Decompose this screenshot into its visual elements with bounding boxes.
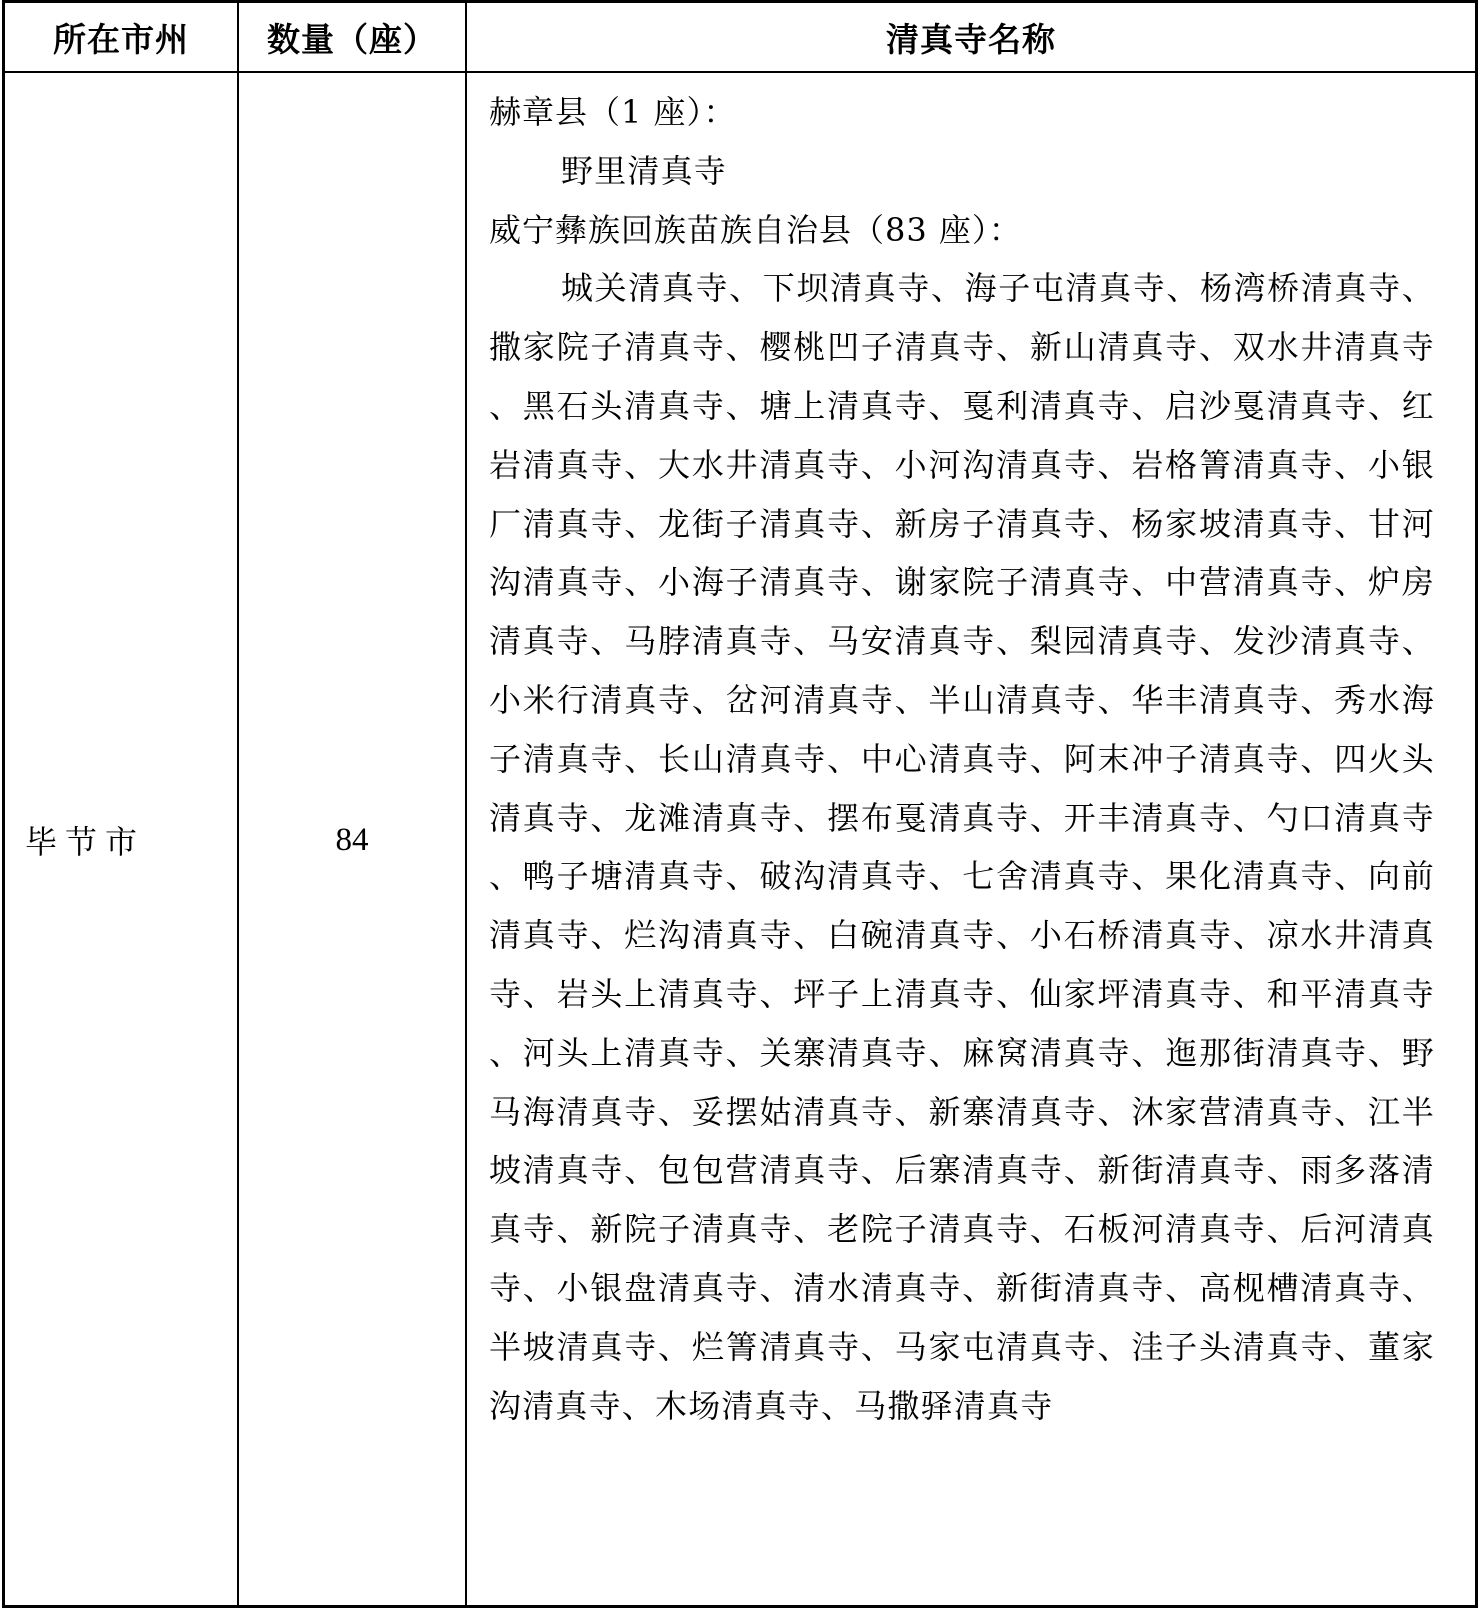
- county-heading: 威宁彝族回族苗族自治县（83 座）：: [489, 210, 1022, 249]
- column-divider: [465, 3, 467, 1605]
- cell-city: 毕节市: [25, 823, 146, 861]
- header-mosque-names: 清真寺名称: [886, 19, 1056, 59]
- header-count: 数量（座）: [267, 19, 437, 59]
- mosque-list: 野里清真寺: [561, 151, 728, 190]
- cell-mosque-names: [489, 83, 1435, 1435]
- table-header-row: [5, 3, 1475, 73]
- mosque-list: 城关清真寺、下坝清真寺、海子屯清真寺、杨湾桥清真寺、撒家院子清真寺、樱桃凹子清真寺、新山清真寺、双水井清真寺、黑石头清真寺、塘上清真寺、戛利清真寺、启沙戛清真寺、红岩清真寺、大水井清真寺、小河沟清真寺、岩格箐清真寺、小银厂清真寺、龙街子清真寺、新房子清真寺、杨家坡清真寺、甘河沟清真寺、小海子清真寺、谢家院子清真寺、中营清真寺、炉房清真寺、马脖清真寺、马安清真寺、梨园清真寺、发沙清真寺、小米行清真寺、岔河清真寺、半山清真寺、华丰清真寺、秀水海子清真寺、长山清真寺、中心清真寺、阿末冲子清真寺、四火头清真寺、龙滩清真寺、摆布戛清真寺、开丰清真寺、勺口清真寺、鸭子塘清真寺、破沟清真寺、七舍清真寺、果化清真寺、向前清真寺、烂沟清真寺、白碗清真寺、小石桥清真寺、凉水井清真寺、岩头上清真寺、坪子上清真寺、仙家坪清真寺、和平清真寺、河头上清真寺、关寨清真寺、麻窝清真寺、迤那街清真寺、野马海清真寺、妥摆姑清真寺、新寨清真寺、沐家营清真寺、江半坡清真寺、包包营清真寺、后寨清真寺、新街清真寺、雨多落清真寺、新院子清真寺、老院子清真寺、石板河清真寺、后河清真寺、小银盘清真寺、清水清真寺、新街清真寺、高枧槽清真寺、半坡清真寺、烂箐清真寺、马家屯清真寺、洼子头清真寺、董家沟清真寺、木场清真寺、马撒驿清真寺: [489, 269, 1435, 1425]
- header-city: 所在市州: [53, 19, 189, 59]
- cell-count: 84: [335, 821, 369, 858]
- county-heading: 赫章县（1 座）：: [489, 93, 737, 131]
- mosque-table: [2, 0, 1478, 1608]
